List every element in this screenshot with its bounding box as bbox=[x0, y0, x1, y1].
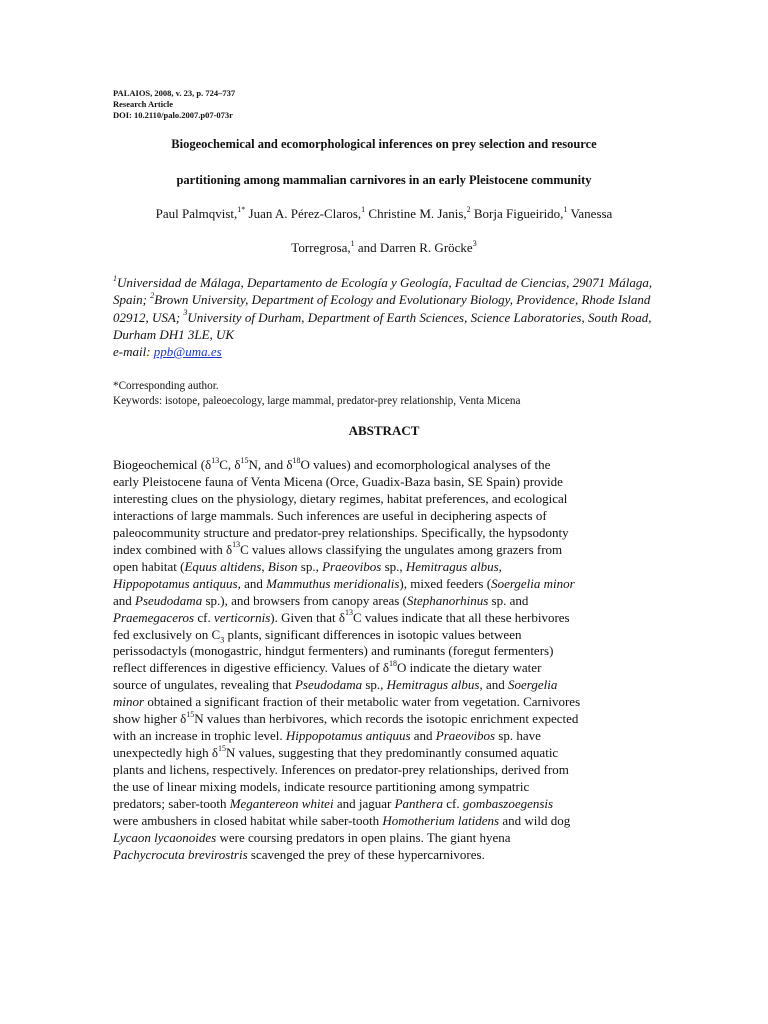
abstract-line: interactions of large mammals. Such inferences are useful in deciphering aspects of bbox=[113, 507, 547, 523]
author-affiliation-mark: 1 bbox=[350, 238, 355, 248]
abstract-line: with an increase in trophic level. Hippopotamus antiquus and Praeovibos sp. have bbox=[113, 728, 541, 744]
author-name-part: Vanessa bbox=[570, 206, 613, 221]
citation: PALAIOS, 2008, v. 23, p. 724–737 bbox=[113, 88, 236, 98]
abstract-line: source of ungulates, revealing that Pseudodama sp., Hemitragus albus, and Soergelia bbox=[113, 677, 558, 693]
affiliations: $^1$Universidad de Málaga, Departamento de Ecología y Geología, Facultad de Ciencias, 29071 Málaga, Spain; $^2$Brown University, Department of Ecology and Evolutionary Biology, Providence, Rhode Island 02912, USA; $^3$University of Durham, Department of Earth Sciences, Science Laboratories, South Road, Durham DH1 3LE, UK e-mail: ppb@uma.es bbox=[113, 273, 653, 360]
author-name-part: Torregrosa, bbox=[291, 240, 351, 255]
abstract-line: Hippopotamus antiquus, and Mammuthus meridionalis), mixed feeders (Soergelia minor bbox=[113, 575, 575, 591]
abstract-line: the use of linear mixing models, indicate resource partitioning among sympatric bbox=[113, 779, 530, 795]
abstract-line: were ambushers in closed habitat while saber-tooth Homotherium latidens and wild dog bbox=[113, 813, 571, 829]
abstract-line: index combined with $\delta^{13}C$ values allows classifying the ungulates among grazers from bbox=[113, 540, 563, 557]
abstract-line: Lycaon lycaonoides were coursing predators in open plains. The giant hyena bbox=[113, 829, 511, 845]
abstract-line: paleocommunity structure and predator-prey relationships. Specifically, the hypsodonty bbox=[113, 524, 569, 540]
author-affiliation-mark: 1 bbox=[361, 204, 366, 214]
abstract-line: predators; saber-tooth Megantereon whitei and jaguar Panthera cf. gombaszoegensis bbox=[113, 796, 554, 812]
abstract-line: and Pseudodama sp.), and browsers from canopy areas (Stephanorhinus sp. and bbox=[113, 592, 529, 608]
author-name: Christine M. Janis, bbox=[368, 206, 467, 221]
abstract-line: Biogeochemical ($\delta^{13}C$, $\delta^{15}N$, and $\delta^{18}O$ values) and ecomorphological analyses of the bbox=[113, 455, 551, 472]
author-list-line-1 bbox=[80, 206, 688, 222]
abstract-line: reflect differences in digestive efficiency. Values of $\delta^{18}O$ indicate the dietary water bbox=[113, 659, 542, 676]
abstract-line: perissodactyls (monogastric, hindgut fermenters) and ruminants (foregut fermenters) bbox=[113, 643, 554, 659]
abstract-line: open habitat (Equus altidens, Bison sp., Praeovibos sp., Hemitragus albus, bbox=[113, 558, 502, 574]
email-link[interactable]: ppb@uma.es bbox=[153, 344, 222, 360]
paper-title-line-2: partitioning among mammalian carnivores in an early Pleistocene community bbox=[176, 173, 592, 187]
abstract-heading: ABSTRACT bbox=[348, 423, 420, 438]
author-affiliation-mark: 3 bbox=[472, 238, 477, 248]
abstract-line: Pachycrocuta brevirostris scavenged the prey of these hypercarnivores. bbox=[113, 846, 485, 862]
author-name: Borja Figueirido, bbox=[473, 206, 564, 221]
author-affiliation-mark: 1 bbox=[563, 204, 568, 214]
corresponding-author-block bbox=[113, 379, 673, 409]
abstract-line: Praemegaceros cf. verticornis). Given that $\delta^{13}C$ values indicate that all these herbivores bbox=[113, 608, 570, 625]
author-name: Juan A. Pérez-Claros, bbox=[248, 206, 362, 221]
abstract-line: unexpectedly high $\delta^{15}N$ values, suggesting that they predominantly consumed aquatic bbox=[113, 743, 559, 761]
abstract-line: fed exclusively on $C_3$ plants, significant differences in isotopic values between bbox=[113, 626, 522, 645]
author-affiliation-mark: 2 bbox=[466, 204, 471, 214]
article-type: Research Article bbox=[113, 99, 174, 109]
abstract-line: plants and lichens, respectively. Inferences on predator-prey relationships, derived from bbox=[113, 762, 569, 778]
author-name: Paul Palmqvist, bbox=[155, 206, 238, 221]
email-label: e-mail: bbox=[113, 344, 151, 360]
journal-header bbox=[113, 88, 235, 121]
abstract-line: early Pleistocene fauna of Venta Micena (Orce, Guadix-Baza basin, SE Spain) provide bbox=[113, 473, 563, 489]
paper-title-line-1: Biogeochemical and ecomorphological inferences on prey selection and resource bbox=[171, 137, 597, 151]
corresponding-author-note: *Corresponding author. bbox=[113, 380, 219, 392]
doi: DOI: 10.2110/palo.2007.p07-073r bbox=[113, 110, 233, 120]
author-affiliation-mark: 1* bbox=[237, 204, 246, 214]
author-list-line-2 bbox=[80, 240, 688, 256]
abstract-line: interesting clues on the physiology, dietary regimes, habitat preferences, and ecological bbox=[113, 490, 568, 506]
keywords: Keywords: isotope, paleoecology, large mammal, predator-prey relationship, Venta Micena bbox=[113, 395, 521, 407]
author-name: and Darren R. Gröcke bbox=[357, 240, 473, 255]
abstract-body bbox=[113, 457, 658, 864]
abstract-line: show higher $\delta^{15}N$ values than herbivores, which records the isotopic enrichment expected bbox=[113, 709, 579, 727]
abstract-line: minor obtained a significant fraction of their metabolic water from vegetation. Carnivores bbox=[113, 694, 581, 710]
